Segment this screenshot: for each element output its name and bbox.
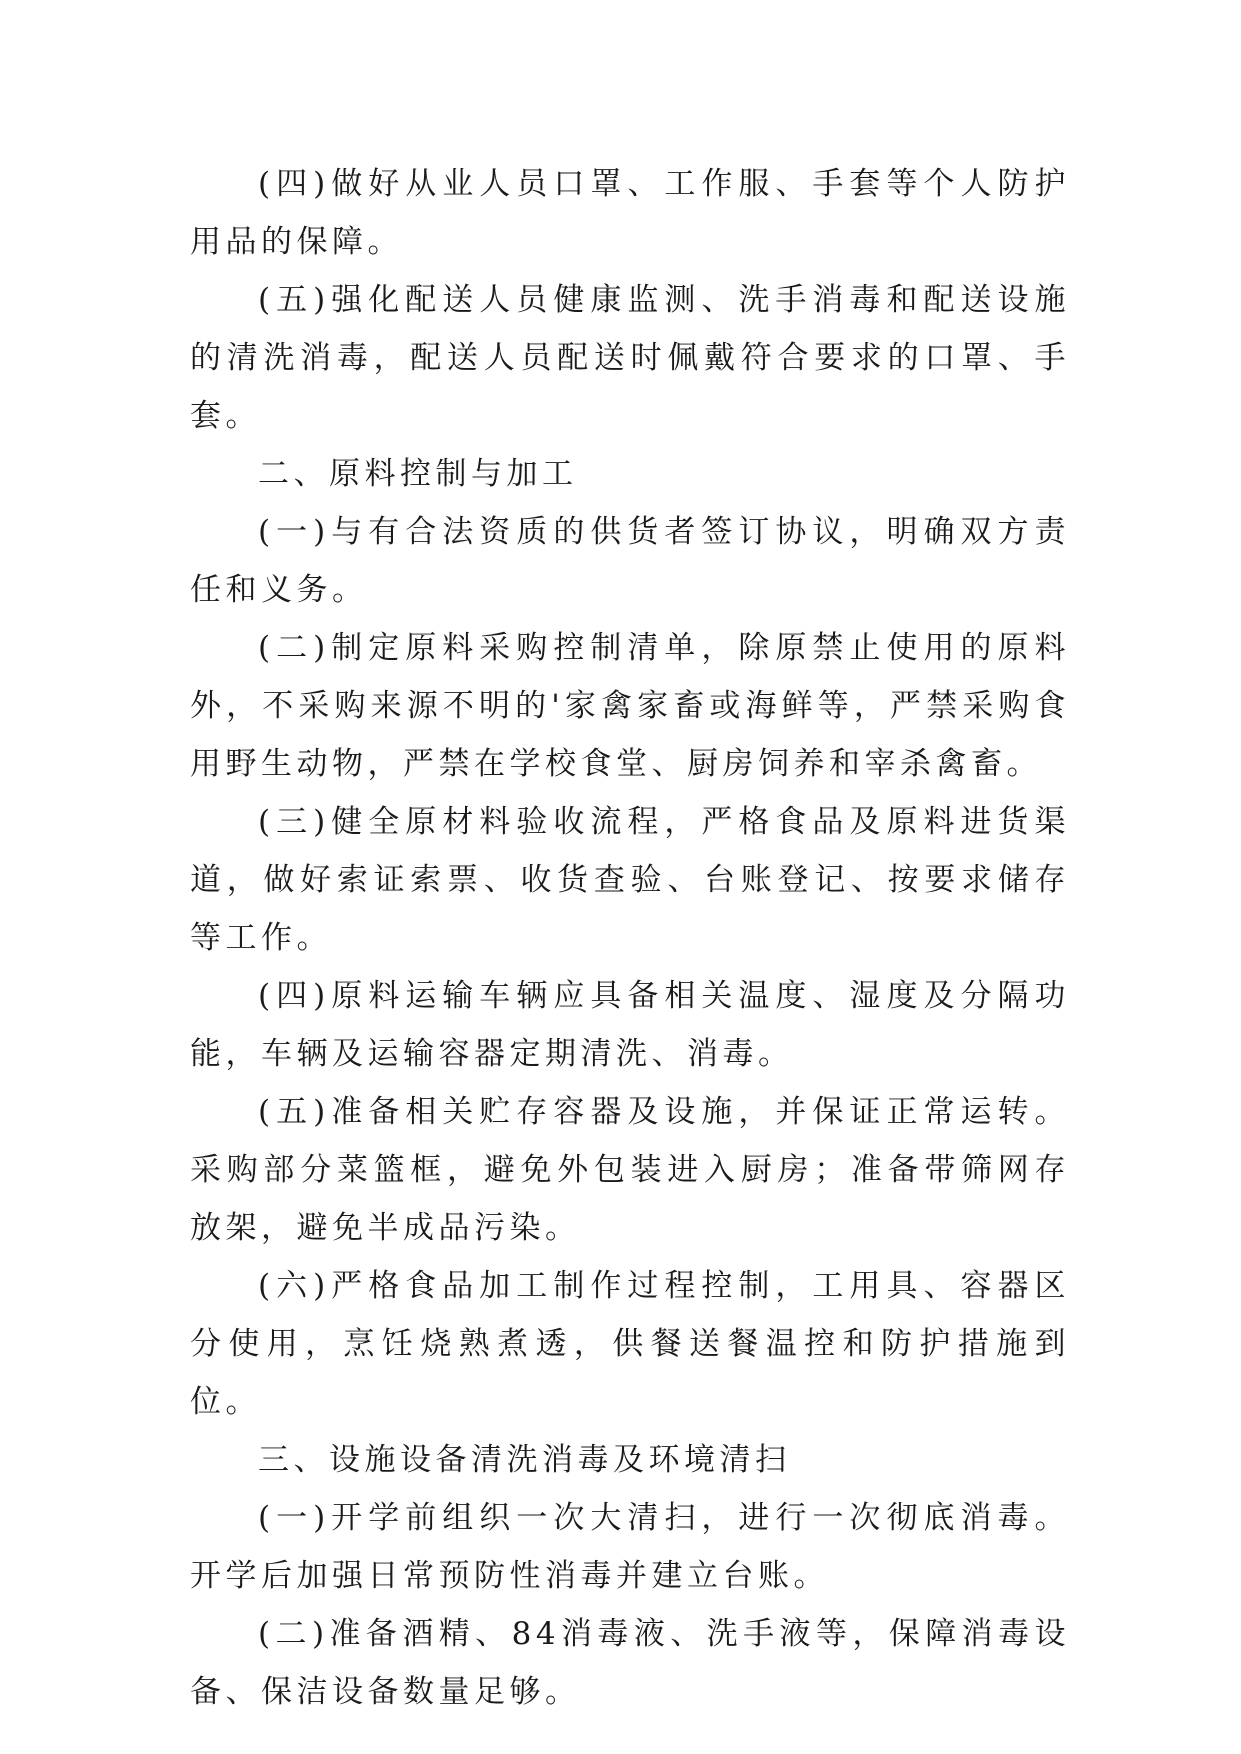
paragraph-item-5-delivery: (五)强化配送人员健康监测、洗手消毒和配送设施的清洗消毒，配送人员配送时佩戴符合要求的口罩、手套。 — [190, 282, 1070, 434]
paragraph-item-2-procurement: (二)制定原料采购控制清单，除原禁止使用的原料外，不采购来源不明的'家禽家畜或海鲜等，严禁采购食用野生动物，严禁在学校食堂、厨房饲养和宰杀禽畜。 — [190, 630, 1070, 782]
paragraph-item-1-supplier: (一)与有合法资质的供货者签订协议，明确双方责任和义务。 — [190, 514, 1070, 608]
paragraph-item-6-processing: (六)严格食品加工制作过程控制，工用具、容器区分使用，烹饪烧熟煮透，供餐送餐温控和防护措施到位。 — [190, 1268, 1070, 1420]
paragraph-item-3-inspection: (三)健全原材料验收流程，严格食品及原料进货渠道，做好索证索票、收货查验、台账登记、按要求储存等工作。 — [190, 804, 1070, 956]
section-heading-3: 三、设施设备清洗消毒及环境清扫 — [258, 1442, 791, 1478]
paragraph-item-2-disinfectant: (二)准备酒精、84消毒液、洗手液等，保障消毒设备、保洁设备数量足够。 — [190, 1616, 1070, 1710]
section-heading-2: 二、原料控制与加工 — [258, 456, 578, 492]
paragraph-item-5-storage: (五)准备相关贮存容器及设施，并保证正常运转。采购部分菜篮框，避免外包装进入厨房；准备带筛网存放架，避免半成品污染。 — [190, 1094, 1070, 1246]
paragraph-item-4-transport: (四)原料运输车辆应具备相关温度、湿度及分隔功能，车辆及运输容器定期清洗、消毒。 — [190, 978, 1070, 1072]
document-body — [190, 155, 1070, 1721]
paragraph-item-1-cleaning: (一)开学前组织一次大清扫，进行一次彻底消毒。开学后加强日常预防性消毒并建立台账。 — [190, 1500, 1070, 1594]
paragraph-item-4-ppe: (四)做好从业人员口罩、工作服、手套等个人防护用品的保障。 — [190, 166, 1070, 260]
